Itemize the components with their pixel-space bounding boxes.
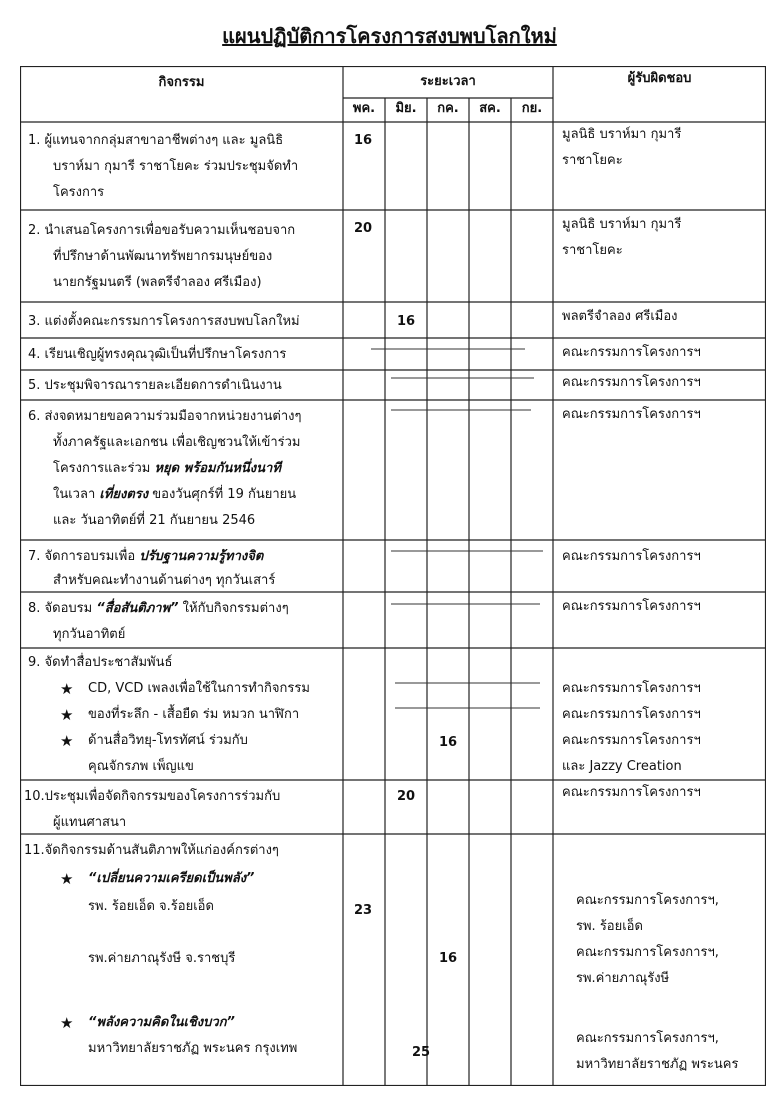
header-period: ระยะเวลา xyxy=(420,74,476,89)
row-5-resp: คณะกรรมการโครงการฯ xyxy=(562,375,701,390)
row-9-day: 16 xyxy=(438,735,458,750)
month-may: พค. xyxy=(352,101,376,116)
star-icon: ★ xyxy=(60,706,74,724)
star-icon: ★ xyxy=(60,680,74,698)
star-icon: ★ xyxy=(60,870,74,888)
row-9-item-3: ด้านสื่อวิทยุ-โทรทัศน์ ร่วมกับ xyxy=(88,733,248,748)
row-6-resp: คณะกรรมการโครงการฯ xyxy=(562,407,701,422)
star-icon: ★ xyxy=(60,732,74,750)
row-2-line-1: 2. นำเสนอโครงการเพื่อขอรับความเห็นชอบจาก xyxy=(28,223,296,238)
row-6-line-1: 6. ส่งจดหมายขอความร่วมมือจากหน่วยงานต่างๆ xyxy=(28,409,302,424)
row-1-line-2: บราห์มา กุมารี ราชาโยคะ ร่วมประชุมจัดทำ xyxy=(53,159,299,174)
row-11-resp-2a: คณะกรรมการโครงการฯ, xyxy=(576,945,719,960)
row-6-line-2: ทั้งภาครัฐและเอกชน เพื่อเชิญชวนให้เข้าร่วม xyxy=(53,435,301,450)
row-1-resp-1: มูลนิธิ บราห์มา กุมารี xyxy=(562,127,682,142)
row-11-day-1: 23 xyxy=(353,903,373,918)
row-11-org-1: รพ. ร้อยเอ็ด จ.ร้อยเอ็ด xyxy=(88,899,214,914)
row-11-program-1: “เปลี่ยนความเครียดเป็นพลัง” xyxy=(88,871,255,886)
row-10-line-1: 10.ประชุมเพื่อจัดกิจกรรมของโครงการร่วมกับ xyxy=(24,789,281,804)
timeline-bars xyxy=(371,349,543,708)
row-8-line-2: ทุกวันอาทิตย์ xyxy=(53,627,126,642)
month-july: กค. xyxy=(437,101,459,116)
row-2-resp-1: มูลนิธิ บราห์มา กุมารี xyxy=(562,217,682,232)
month-june: มิย. xyxy=(395,101,417,116)
row-2-line-3: นายกรัฐมนตรี (พลตรีจำลอง ศรีเมือง) xyxy=(53,275,262,290)
row-1-day: 16 xyxy=(353,133,373,148)
row-3-line-1: 3. แต่งตั้งคณะกรรมการโครงการสงบพบโลกใหม่ xyxy=(28,314,300,329)
row-4-line-1: 4. เรียนเชิญผู้ทรงคุณวุฒิเป็นที่ปรึกษาโครงการ xyxy=(28,347,287,362)
star-icon: ★ xyxy=(60,1014,74,1032)
row-6-line-5: และ วันอาทิตย์ที่ 21 กันยายน 2546 xyxy=(53,513,256,528)
row-8-resp: คณะกรรมการโครงการฯ xyxy=(562,599,701,614)
row-7-emphasis: ปรับฐานความรู้ทางจิต xyxy=(139,549,264,564)
row-9-resp-2: คณะกรรมการโครงการฯ xyxy=(562,707,701,722)
row-7-resp: คณะกรรมการโครงการฯ xyxy=(562,549,701,564)
row-10-line-2: ผู้แทนศาสนา xyxy=(53,815,127,830)
row-2-resp-2: ราชาโยคะ xyxy=(562,243,623,258)
row-11-day-2: 16 xyxy=(438,951,458,966)
header-responsible: ผู้รับผิดชอบ xyxy=(627,71,692,86)
row-8-emphasis: “สื่อสันติภาพ” xyxy=(96,601,179,616)
row-3-resp: พลตรีจำลอง ศรีเมือง xyxy=(562,309,678,324)
row-10-day: 20 xyxy=(396,789,416,804)
row-6-line-3: โครงการและร่วม หยุด พร้อมกันหนึ่งนาที xyxy=(53,461,281,476)
month-august: สค. xyxy=(479,101,501,116)
row-11-resp-2b: รพ.ค่ายภาณุรังษี xyxy=(576,971,670,986)
row-9-item-1: CD, VCD เพลงเพื่อใช้ในการทำกิจกรรม xyxy=(88,681,310,696)
month-september: กย. xyxy=(521,101,543,116)
row-2-line-2: ที่ปรึกษาด้านพัฒนาทรัพยากรมนุษย์ของ xyxy=(53,249,273,264)
row-11-resp-3b: มหาวิทยาลัยราชภัฏ พระนคร xyxy=(576,1057,739,1072)
row-6-stop-emphasis: หยุด พร้อมกันหนึ่งนาที xyxy=(154,461,281,476)
row-11-org-3: มหาวิทยาลัยราชภัฏ พระนคร กรุงเทพ xyxy=(88,1041,298,1056)
row-6-line-4: ในเวลา เที่ยงตรง ของวันศุกร์ที่ 19 กันยายน xyxy=(53,487,297,502)
row-11-head: 11.จัดกิจกรรมด้านสันติภาพให้แก่องค์กรต่างๆ xyxy=(24,843,279,858)
row-11-resp-1b: รพ. ร้อยเอ็ด xyxy=(576,919,643,934)
row-7-line-1: 7. จัดการอบรมเพื่อ ปรับฐานความรู้ทางจิต xyxy=(28,549,264,564)
row-1-line-3: โครงการ xyxy=(53,185,105,200)
header-activity: กิจกรรม xyxy=(158,75,205,90)
row-11-day-3: 25 xyxy=(411,1045,431,1060)
row-1-line-1: 1. ผู้แทนจากกลุ่มสาขาอาชีพต่างๆ และ มูลนิธิ xyxy=(28,133,284,148)
row-11-program-2: “พลังความคิดในเชิงบวก” xyxy=(88,1015,235,1030)
row-9-item-3-cont: คุณจักรภพ เพ็ญแข xyxy=(88,759,194,774)
row-9-resp-1: คณะกรรมการโครงการฯ xyxy=(562,681,701,696)
row-2-day: 20 xyxy=(353,221,373,236)
row-9-head: 9. จัดทำสื่อประชาสัมพันธ์ xyxy=(28,655,173,670)
row-9-resp-4: และ Jazzy Creation xyxy=(562,759,682,774)
action-plan-table xyxy=(20,66,766,1086)
page-title: แผนปฏิบัติการโครงการสงบพบโลกใหม่ xyxy=(222,24,557,48)
row-5-line-1: 5. ประชุมพิจารณารายละเอียดการดำเนินงาน xyxy=(28,378,282,393)
row-1-resp-2: ราชาโยคะ xyxy=(562,153,623,168)
row-4-resp: คณะกรรมการโครงการฯ xyxy=(562,345,701,360)
row-8-line-1: 8. จัดอบรม “สื่อสันติภาพ” ให้กับกิจกรรมต่างๆ xyxy=(28,601,289,616)
row-9-item-2: ของที่ระลึก - เสื้อยืด ร่ม หมวก นาฬิกา xyxy=(88,707,300,722)
row-11-resp-1a: คณะกรรมการโครงการฯ, xyxy=(576,893,719,908)
row-11-org-2: รพ.ค่ายภาณุรังษี จ.ราชบุรี xyxy=(88,951,236,966)
row-10-resp: คณะกรรมการโครงการฯ xyxy=(562,785,701,800)
row-3-day: 16 xyxy=(396,314,416,329)
row-7-line-2: สำหรับคณะทำงานด้านต่างๆ ทุกวันเสาร์ xyxy=(53,573,276,588)
row-11-resp-3a: คณะกรรมการโครงการฯ, xyxy=(576,1031,719,1046)
row-6-noon-emphasis: เที่ยงตรง xyxy=(99,487,149,502)
row-9-resp-3: คณะกรรมการโครงการฯ xyxy=(562,733,701,748)
